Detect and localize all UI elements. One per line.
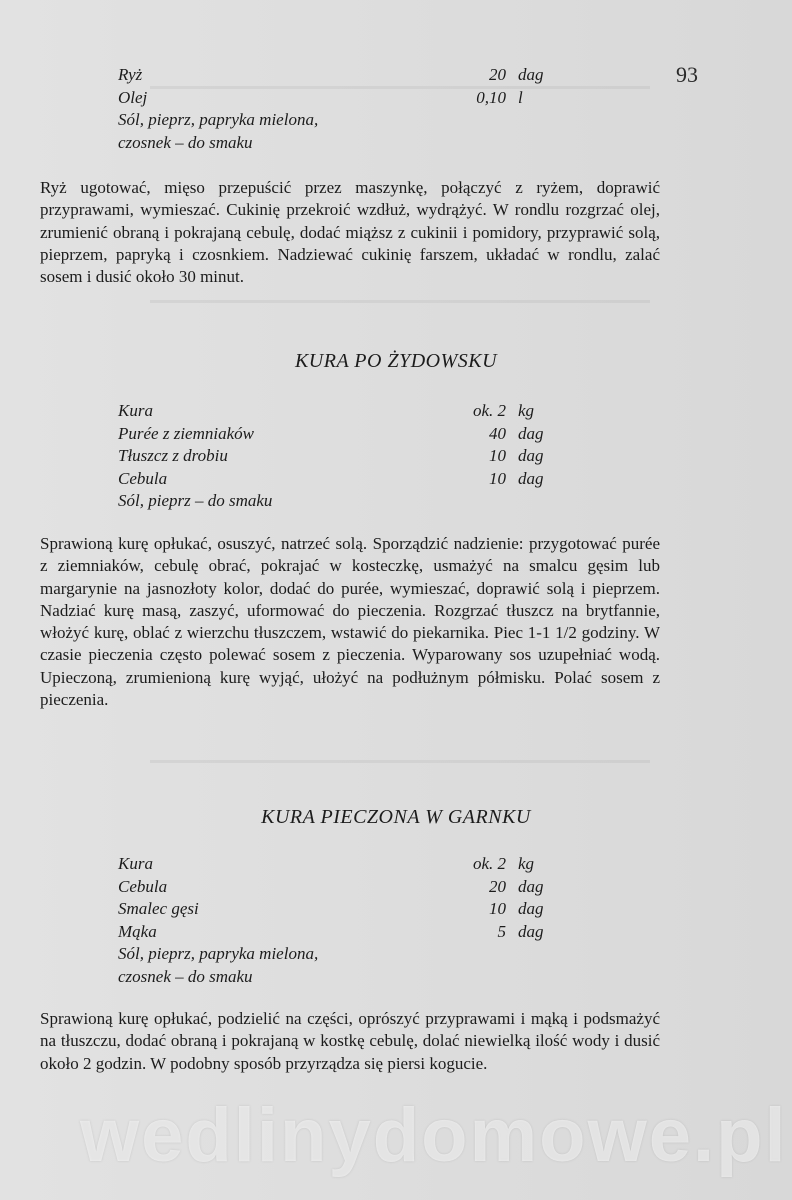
ingredient-unit: dag	[518, 921, 544, 941]
ingredient-amount: 10	[489, 468, 506, 488]
ingredient-unit: dag	[518, 446, 544, 465]
watermark: wedlinydomowe.pl	[80, 1093, 788, 1178]
page-number: 93	[676, 62, 698, 87]
ingredient-row	[118, 468, 578, 491]
instructions-paragraph: Ryż ugotować, mięso przepuścić przez maszynkę, połączyć z ryżem, doprawić przyprawami, wymieszać. Cukinię przekroić wzdłuż, wydrążyć. W rondlu rozgrzać olej, zrumienić obraną i pokrajaną cebulę, dodać miąższ z cukinii i pomidory, przyprawić solą, pieprzem, papryką i czosnkiem. Nadziewać cukinię farszem, układać w rondlu, zalać sosem i dusić około 30 minut.	[40, 178, 660, 287]
ingredient-name: Ryż	[118, 65, 143, 84]
ingredient-amount: ok. 2	[472, 401, 506, 420]
ingredient-unit: l	[518, 87, 523, 107]
bleed-through	[150, 300, 650, 303]
ingredient-row	[118, 876, 578, 899]
ingredient-amount: 10	[489, 899, 506, 918]
ingredient-row	[118, 109, 578, 132]
ingredient-unit: dag	[518, 423, 544, 443]
ingredient-unit: kg	[518, 401, 535, 420]
ingredient-amount: 5	[497, 921, 506, 941]
ingredient-name: Sól, pieprz, papryka mielona,	[118, 944, 319, 963]
ingredient-name: Cebula	[118, 468, 168, 488]
ingredient-row	[118, 921, 578, 944]
ingredient-name: Sól, pieprz – do smaku	[118, 491, 273, 510]
ingredient-row	[118, 87, 578, 110]
ingredient-name: Kura	[118, 401, 153, 420]
ingredient-unit: dag	[518, 468, 544, 488]
ingredient-unit: dag	[518, 876, 544, 896]
bleed-through	[150, 760, 650, 763]
ingredient-list	[118, 400, 578, 513]
ingredient-row	[118, 132, 578, 155]
ingredient-name: Kura	[118, 854, 153, 873]
ingredient-row	[118, 423, 578, 446]
recipe-title: KURA PIECZONA W GARNKU	[261, 806, 531, 828]
ingredient-name: Tłuszcz z drobiu	[118, 446, 228, 465]
instructions-paragraph: Sprawioną kurę opłukać, osuszyć, natrzeć solą. Sporządzić nadzienie: przygotować purée z ziemniaków, cebulę obrać, pokrajać w kosteczkę, usmażyć na smalcu gęsim lub margarynie na jasnozłoty kolor, dodać do purée, wymieszać, doprawić solą i pieprzem. Nadziać kurę masą, zaszyć, uformować do pieczenia. Rozgrzać tłuszcz na brytfannie, włożyć kurę, oblać z wierzchu tłuszczem, wstawić do piekarnika. Piec 1-1 1/2 godziny. W czasie pieczenia często polewać sosem z pieczenia. Wyparowany sos uzupełniać wodą. Upieczoną, zrumienioną kurę wyjąć, ułożyć na podłużnym półmisku. Polać sosem z pieczenia.	[40, 534, 660, 710]
ingredient-row	[118, 966, 578, 989]
ingredient-amount: 10	[489, 446, 506, 465]
ingredient-name: Mąka	[118, 921, 157, 941]
ingredient-row	[118, 490, 578, 513]
ingredient-name: Smalec gęsi	[118, 899, 199, 918]
ingredient-name: Cebula	[118, 876, 168, 896]
ingredient-unit: dag	[518, 899, 544, 918]
ingredient-list	[118, 853, 578, 988]
ingredient-name: Sól, pieprz, papryka mielona,	[118, 110, 319, 129]
ingredient-amount: 20	[489, 65, 506, 84]
ingredient-row	[118, 400, 578, 423]
ingredient-row	[118, 853, 578, 876]
ingredient-list	[118, 64, 578, 154]
ingredient-unit: dag	[518, 65, 544, 84]
ingredient-amount: 40	[489, 423, 506, 443]
ingredient-row	[118, 943, 578, 966]
ingredient-row	[118, 445, 578, 468]
ingredient-row	[118, 64, 578, 87]
ingredient-name: czosnek – do smaku	[118, 966, 253, 986]
ingredient-amount: 0,10	[476, 87, 506, 107]
ingredient-unit: kg	[518, 854, 535, 873]
ingredient-name: Olej	[118, 87, 148, 107]
instructions-paragraph: Sprawioną kurę opłukać, podzielić na części, oprószyć przyprawami i mąką i podsmażyć na tłuszczu, dodać obraną i pokrajaną w kostkę cebulę, dolać niewielką ilość wody i dusić około 2 godzin. W podobny sposób przyrządza się piersi kogucie.	[40, 1009, 660, 1073]
ingredient-row	[118, 898, 578, 921]
ingredient-name: Purée z ziemniaków	[118, 423, 254, 443]
ingredient-name: czosnek – do smaku	[118, 132, 253, 152]
recipe-title: KURA PO ŻYDOWSKU	[294, 350, 498, 372]
ingredient-amount: ok. 2	[472, 854, 506, 873]
ingredient-amount: 20	[489, 876, 506, 896]
